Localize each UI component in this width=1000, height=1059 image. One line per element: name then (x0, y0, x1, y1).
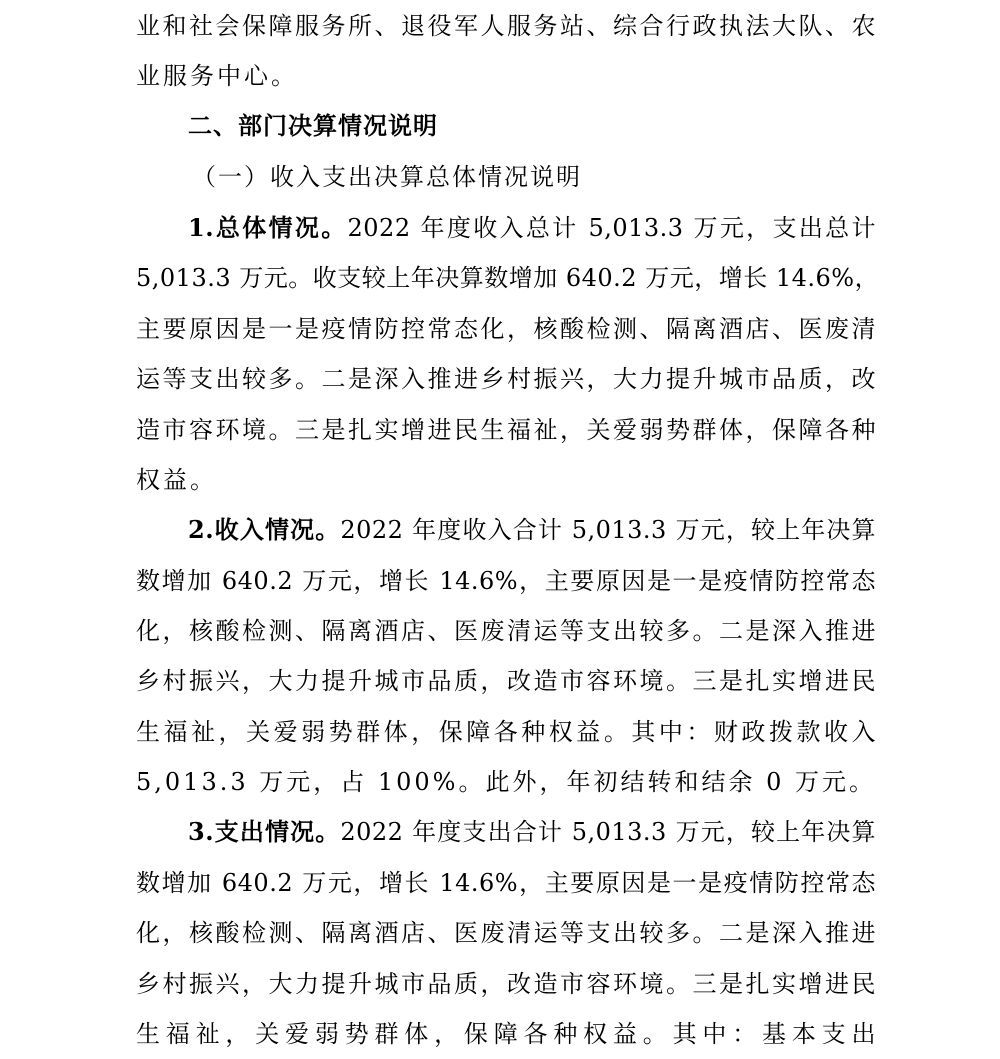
overall-line-1: 2022 年度收入总计 5,013.3 万元，支出总计 (347, 214, 876, 242)
expense-label: 3.支出情况。 (188, 817, 341, 846)
overall-line-6: 权益。 (136, 466, 217, 494)
income-label: 2.收入情况。 (188, 515, 341, 544)
section-heading: 二、部门决算情况说明 (188, 111, 438, 140)
overall-line-3: 主要原因是一是疫情防控常态化，核酸检测、隔离酒店、医废清 (136, 315, 876, 343)
income-line-4: 乡村振兴，大力提升城市品质，改造市容环境。三是扎实增进民 (136, 667, 876, 695)
expense-first-line (188, 812, 876, 852)
income-line-2: 数增加 640.2 万元，增长 14.6%，主要原因是一是疫情防控常态 (136, 567, 876, 595)
income-first-line (188, 510, 876, 550)
income-line-6: 5,013.3 万元，占 100%。此外，年初结转和结余 0 万元。 (136, 768, 877, 796)
income-line-3: 化，核酸检测、隔离酒店、医废清运等支出较多。二是深入推进 (136, 617, 876, 645)
income-line-5: 生福祉，关爱弱势群体，保障各种权益。其中：财政拨款收入 (136, 718, 876, 746)
overall-label: 1.总体情况。 (188, 213, 348, 242)
expense-line-2: 数增加 640.2 万元，增长 14.6%，主要原因是一是疫情防控常态 (136, 869, 876, 897)
expense-line-1: 2022 年度支出合计 5,013.3 万元，较上年决算 (340, 818, 876, 846)
overall-line-5: 造市容环境。三是扎实增进民生福祉，关爱弱势群体，保障各种 (136, 416, 876, 444)
expense-line-5: 生福祉，关爱弱势群体，保障各种权益。其中：基本支出 (136, 1020, 876, 1048)
intro-line-2: 业服务中心。 (136, 62, 298, 90)
income-line-1: 2022 年度收入合计 5,013.3 万元，较上年决算 (340, 516, 876, 544)
subsection-heading: （一）收入支出决算总体情况说明 (192, 163, 582, 191)
intro-line-1: 业和社会保障服务所、退役军人服务站、综合行政执法大队、农 (136, 12, 876, 40)
overall-line-2: 5,013.3 万元。收支较上年决算数增加 640.2 万元，增长 14.6%， (136, 264, 880, 292)
expense-line-3: 化，核酸检测、隔离酒店、医废清运等支出较多。二是深入推进 (136, 919, 876, 947)
expense-line-4: 乡村振兴，大力提升城市品质，改造市容环境。三是扎实增进民 (136, 970, 876, 998)
overall-first-line (188, 208, 876, 248)
overall-line-4: 运等支出较多。二是深入推进乡村振兴，大力提升城市品质，改 (136, 365, 876, 393)
